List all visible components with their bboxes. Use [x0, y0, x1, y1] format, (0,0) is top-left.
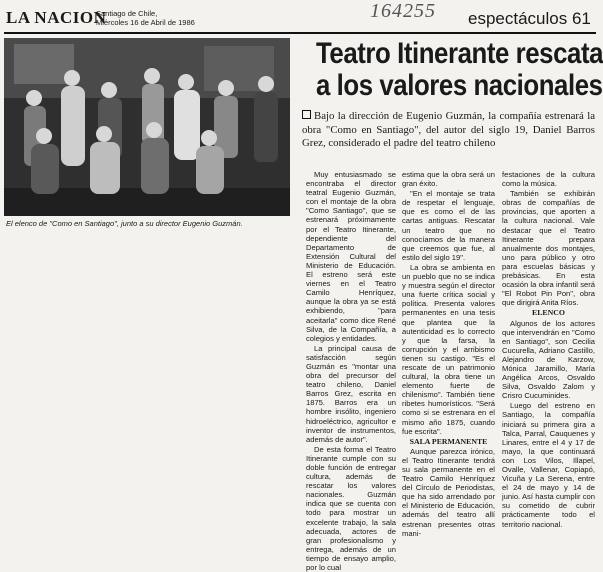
subhead-elenco: ELENCO	[532, 308, 565, 318]
paragraph: Aunque parezca irónico, el Teatro Itinerante tendrá su sala permanente en el Teatro Camilo Henríquez del Círculo de Periodistas, que ha sido arrendado por el Ministerio de Educación, además del teatro allí estrenan presentes otras mani-	[402, 446, 495, 538]
body-column-2	[402, 170, 495, 538]
body-column-3	[502, 170, 595, 529]
lead-bullet-icon	[302, 110, 311, 119]
subhead-sala-permanente: SALA PERMANENTE	[409, 436, 488, 446]
paragraph: Luego del estreno en Santiago, la compañía iniciará su primera gira a Talca, Parral, Cauquenes y Linares, entre el 4 y 17 de mayo, la que continuará con Los Vilos, Illapel, Ovalle, Vallenar, Copiapó, Vicuña y La Serena, entre el 24 de mayo y 14 de junio. Así hasta cumplir con su cometido de cubrir prácticamente todo el territorio nacional.	[502, 401, 595, 529]
cast-photo	[4, 38, 290, 216]
paragraph: "En el montaje se trata de respetar el lenguaje, que es como el de las cartas antiguas. Rescatar un teatro que no conocíamos de la manera que creemos que fue, al estilo del siglo 19".	[402, 189, 495, 262]
section-title: espectáculos 61	[468, 9, 591, 28]
cast-photo-image	[4, 38, 290, 216]
archive-stamp: 164255	[370, 0, 436, 22]
paragraph: De esta forma el Teatro Itinerante cumple con su doble función de entregar cultura, además de rescatar los valores nacionales. Guzmán indica que se cuenta con todo para mostrar un excelente trabajo, la sala adecuada, actores de gran profesionalismo y entrega, además de un tiempo de ensayo amplio, por lo cual	[306, 444, 396, 572]
paragraph: También se exhibirán obras de compañías de provincias, que aporten a la cultura nacional. Vale destacar que el Teatro Itinerante prepara anualmente dos montajes, uno para público y otro para escuelas básicas y prebásicas. En esta ocasión la obra infantil será "El Robot Pin Pon", obra que dirigirá Anita Ríos.	[502, 189, 595, 308]
dateline	[96, 9, 206, 27]
article-headline	[316, 37, 603, 102]
headline-line-2: a los valores nacionales	[316, 69, 603, 102]
body-column-1	[306, 170, 396, 572]
header-rule	[4, 32, 596, 34]
paragraph: La obra se ambienta en un pueblo que no se indica y muestra según el director una fuerte crítica social y política. Presenta valores permanentes en una tesis que plantea que la autenticidad es lo correcto y que la farsa, la corrupción y el arribismo tienen su castigo. "Es el rescate de un patrimonio cultural, la obra tiene un elemento fuerte de chilenismo". También tiene ribetes humorísticos. "Será como si se estrenara en el mismo año 1875, cuando fue escrita".	[402, 262, 495, 436]
paragraph: Muy entusiasmado se encontraba el director teatral Eugenio Guzmán, con el montaje de la obra "Como Santiago", que se estrenará próximamente por el Teatro Itinerante, dependiente del Departamento de Extensión Cultural del Ministerio de Educación. El estreno será este viernes en el Teatro Camilo Henríquez, aunque la obra ya se está exhibiendo, "para aceitarla" como dice René Silva, de la Compañía, a colegios y entidades.	[306, 170, 396, 343]
article-lead	[302, 110, 595, 151]
masthead: LA NACION	[6, 8, 107, 27]
paragraph: festaciones de la cultura como la música.	[502, 170, 595, 189]
paragraph: La principal causa de satisfacción según Guzmán es "montar una obra del precursor del teatro chileno, Daniel Barros Grez, escrita en 1875. Barros era un hombre insólito, ingeniero hidroeléctrico, agricultor e inventor de instrumentos, además de autor".	[306, 343, 396, 444]
lead-text: Bajo la dirección de Eugenio Guzmán, la compañía estrenará la obra "Como en Santiago", del autor del siglo 19, Daniel Barros Grez, considerado el padre del teatro chileno	[302, 110, 595, 149]
newspaper-header	[0, 0, 600, 34]
headline-line-1: Teatro Itinerante rescata	[316, 37, 603, 70]
dateline-city: Santiago de Chile,	[96, 9, 158, 18]
photo-caption: El elenco de "Como en Santiago", junto a su director Eugenio Guzmán.	[6, 219, 243, 228]
dateline-date: Miércoles 16 de Abril de 1986	[96, 18, 195, 27]
paragraph: Algunos de los actores que intervendrán en "Como en Santiago", son Cecilia Cucurella, Adriano Castillo, Alejandro de Karzow, Mónica Jaramillo, María Angélica Arcos, Osvaldo Silva, Osvaldo Zalom y Crisro Cucuminides.	[502, 318, 595, 401]
paragraph: estima que la obra será un gran éxito.	[402, 170, 495, 189]
